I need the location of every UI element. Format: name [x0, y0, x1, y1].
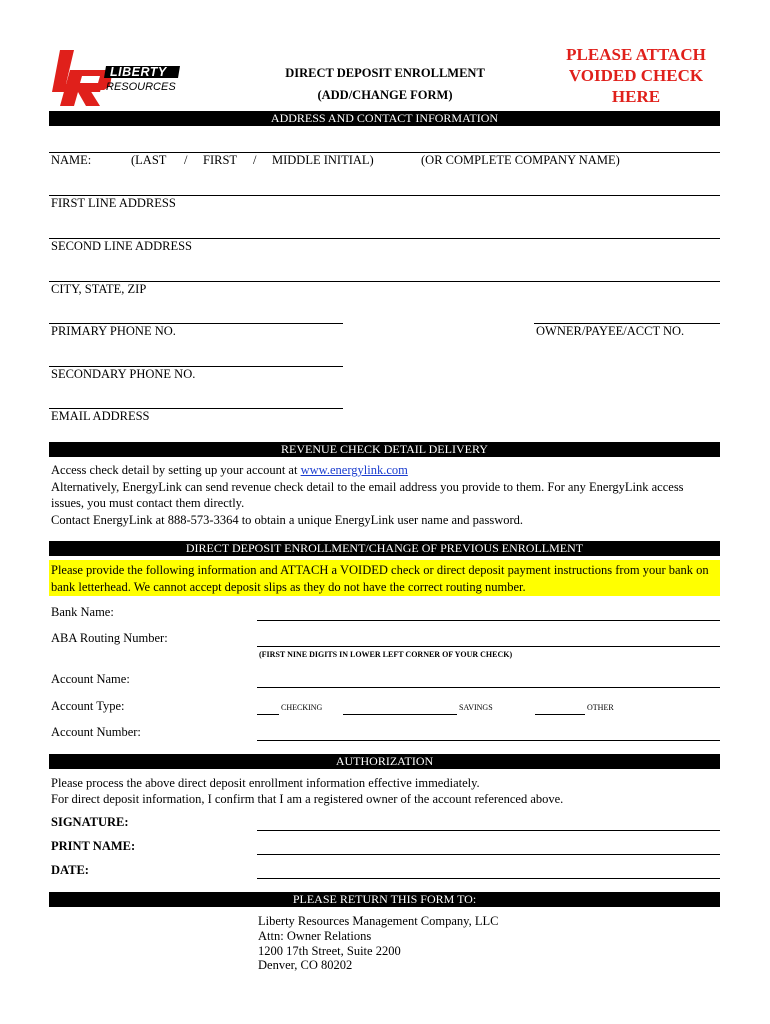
return-address — [258, 914, 498, 973]
bank-name-field[interactable] — [257, 620, 720, 621]
return-address-line: Liberty Resources Management Company, LLC — [258, 914, 499, 928]
return-address-line: Denver, CO 80202 — [258, 958, 353, 973]
account-number-label: Account Number: — [51, 725, 141, 739]
date-field[interactable] — [257, 878, 720, 879]
name-first-label: FIRST — [203, 153, 238, 167]
checking-option-label: CHECKING — [281, 703, 323, 712]
revenue-line: issues, you must contact them directly. — [51, 496, 245, 510]
bank-name-label: Bank Name: — [51, 605, 114, 619]
form-title: DIRECT DEPOSIT ENROLLMENT — [285, 66, 485, 80]
secondary-phone-label: SECONDARY PHONE NO. — [51, 367, 196, 381]
logo-lr-mark-icon — [46, 48, 186, 110]
name-slash: / — [184, 153, 188, 167]
date-label: DATE: — [51, 863, 89, 877]
savings-checkbox-line[interactable] — [343, 714, 457, 715]
form-subtitle: (ADD/CHANGE FORM) — [317, 88, 453, 102]
liberty-resources-logo — [46, 48, 186, 110]
deposit-note — [51, 562, 731, 595]
name-last-label: (LAST — [131, 153, 167, 167]
name-label: NAME: — [51, 153, 92, 167]
attach-voided-check-note — [551, 44, 721, 107]
deposit-note-line: Please provide the following information and ATTACH a VOIDED check or direct deposit payment instructions from your bank on — [51, 563, 709, 577]
revenue-line: Contact EnergyLink at 888-573-3364 to obtain a unique EnergyLink user name and password. — [51, 512, 524, 527]
savings-option-label: SAVINGS — [459, 703, 493, 712]
checking-checkbox-line[interactable] — [257, 714, 279, 715]
aba-routing-hint: (FIRST NINE DIGITS IN LOWER LEFT CORNER OF YOUR CHECK) — [259, 650, 513, 659]
attach-note-line: HERE — [611, 87, 661, 106]
print-name-label: PRINT NAME: — [51, 839, 136, 853]
return-address-line: 1200 17th Street, Suite 2200 — [258, 943, 401, 958]
authorization-line: Please process the above direct deposit enrollment information effective immediately. — [51, 776, 480, 790]
deposit-note-line: bank letterhead. We cannot accept deposit slips as they do not have the correct routing number. — [51, 579, 526, 594]
revenue-line: Alternatively, EnergyLink can send revenue check detail to the email address you provide to them. For any EnergyLink access — [51, 479, 684, 494]
primary-phone-label: PRIMARY PHONE NO. — [51, 324, 176, 338]
authorization-line: For direct deposit information, I confirm that I am a registered owner of the account referenced above. — [51, 791, 564, 806]
aba-routing-label: ABA Routing Number: — [51, 631, 168, 645]
account-number-field[interactable] — [257, 740, 720, 741]
return-address-line: Attn: Owner Relations — [258, 928, 372, 943]
other-option-label: OTHER — [587, 703, 614, 712]
signature-field[interactable] — [257, 830, 720, 831]
account-type-label: Account Type: — [51, 699, 125, 713]
name-slash: / — [253, 153, 257, 167]
account-name-field[interactable] — [257, 687, 720, 688]
section-revenue-bar: REVENUE CHECK DETAIL DELIVERY — [49, 442, 720, 457]
city-state-zip-line[interactable] — [49, 281, 720, 282]
revenue-instructions — [51, 462, 731, 528]
attach-note-line: VOIDED CHECK — [568, 66, 704, 85]
first-line-address-label: FIRST LINE ADDRESS — [51, 196, 176, 210]
email-label: EMAIL ADDRESS — [51, 409, 150, 423]
city-state-zip-label: CITY, STATE, ZIP — [51, 282, 147, 296]
name-company-label: (OR COMPLETE COMPANY NAME) — [421, 153, 620, 167]
section-authorization-bar: AUTHORIZATION — [49, 754, 720, 769]
second-line-address-label: SECOND LINE ADDRESS — [51, 239, 192, 253]
section-address-bar: ADDRESS AND CONTACT INFORMATION — [49, 111, 720, 126]
attach-note-line: PLEASE ATTACH — [566, 45, 706, 64]
aba-routing-field[interactable] — [257, 646, 720, 647]
section-deposit-bar: DIRECT DEPOSIT ENROLLMENT/CHANGE OF PREVIOUS ENROLLMENT — [49, 541, 720, 556]
revenue-line: Access check detail by setting up your account at — [51, 463, 301, 477]
logo-word-liberty: LIBERTY — [110, 65, 167, 79]
owner-acct-label: OWNER/PAYEE/ACCT NO. — [536, 324, 685, 338]
authorization-text — [51, 776, 731, 807]
signature-label: SIGNATURE: — [51, 815, 129, 829]
section-return-bar: PLEASE RETURN THIS FORM TO: — [49, 892, 720, 907]
logo-word-resources: RESOURCES — [106, 81, 176, 93]
energylink-link[interactable]: www.energylink.com — [300, 463, 408, 477]
account-name-label: Account Name: — [51, 672, 130, 686]
print-name-field[interactable] — [257, 854, 720, 855]
name-middle-label: MIDDLE INITIAL) — [272, 153, 374, 167]
other-checkbox-line[interactable] — [535, 714, 585, 715]
